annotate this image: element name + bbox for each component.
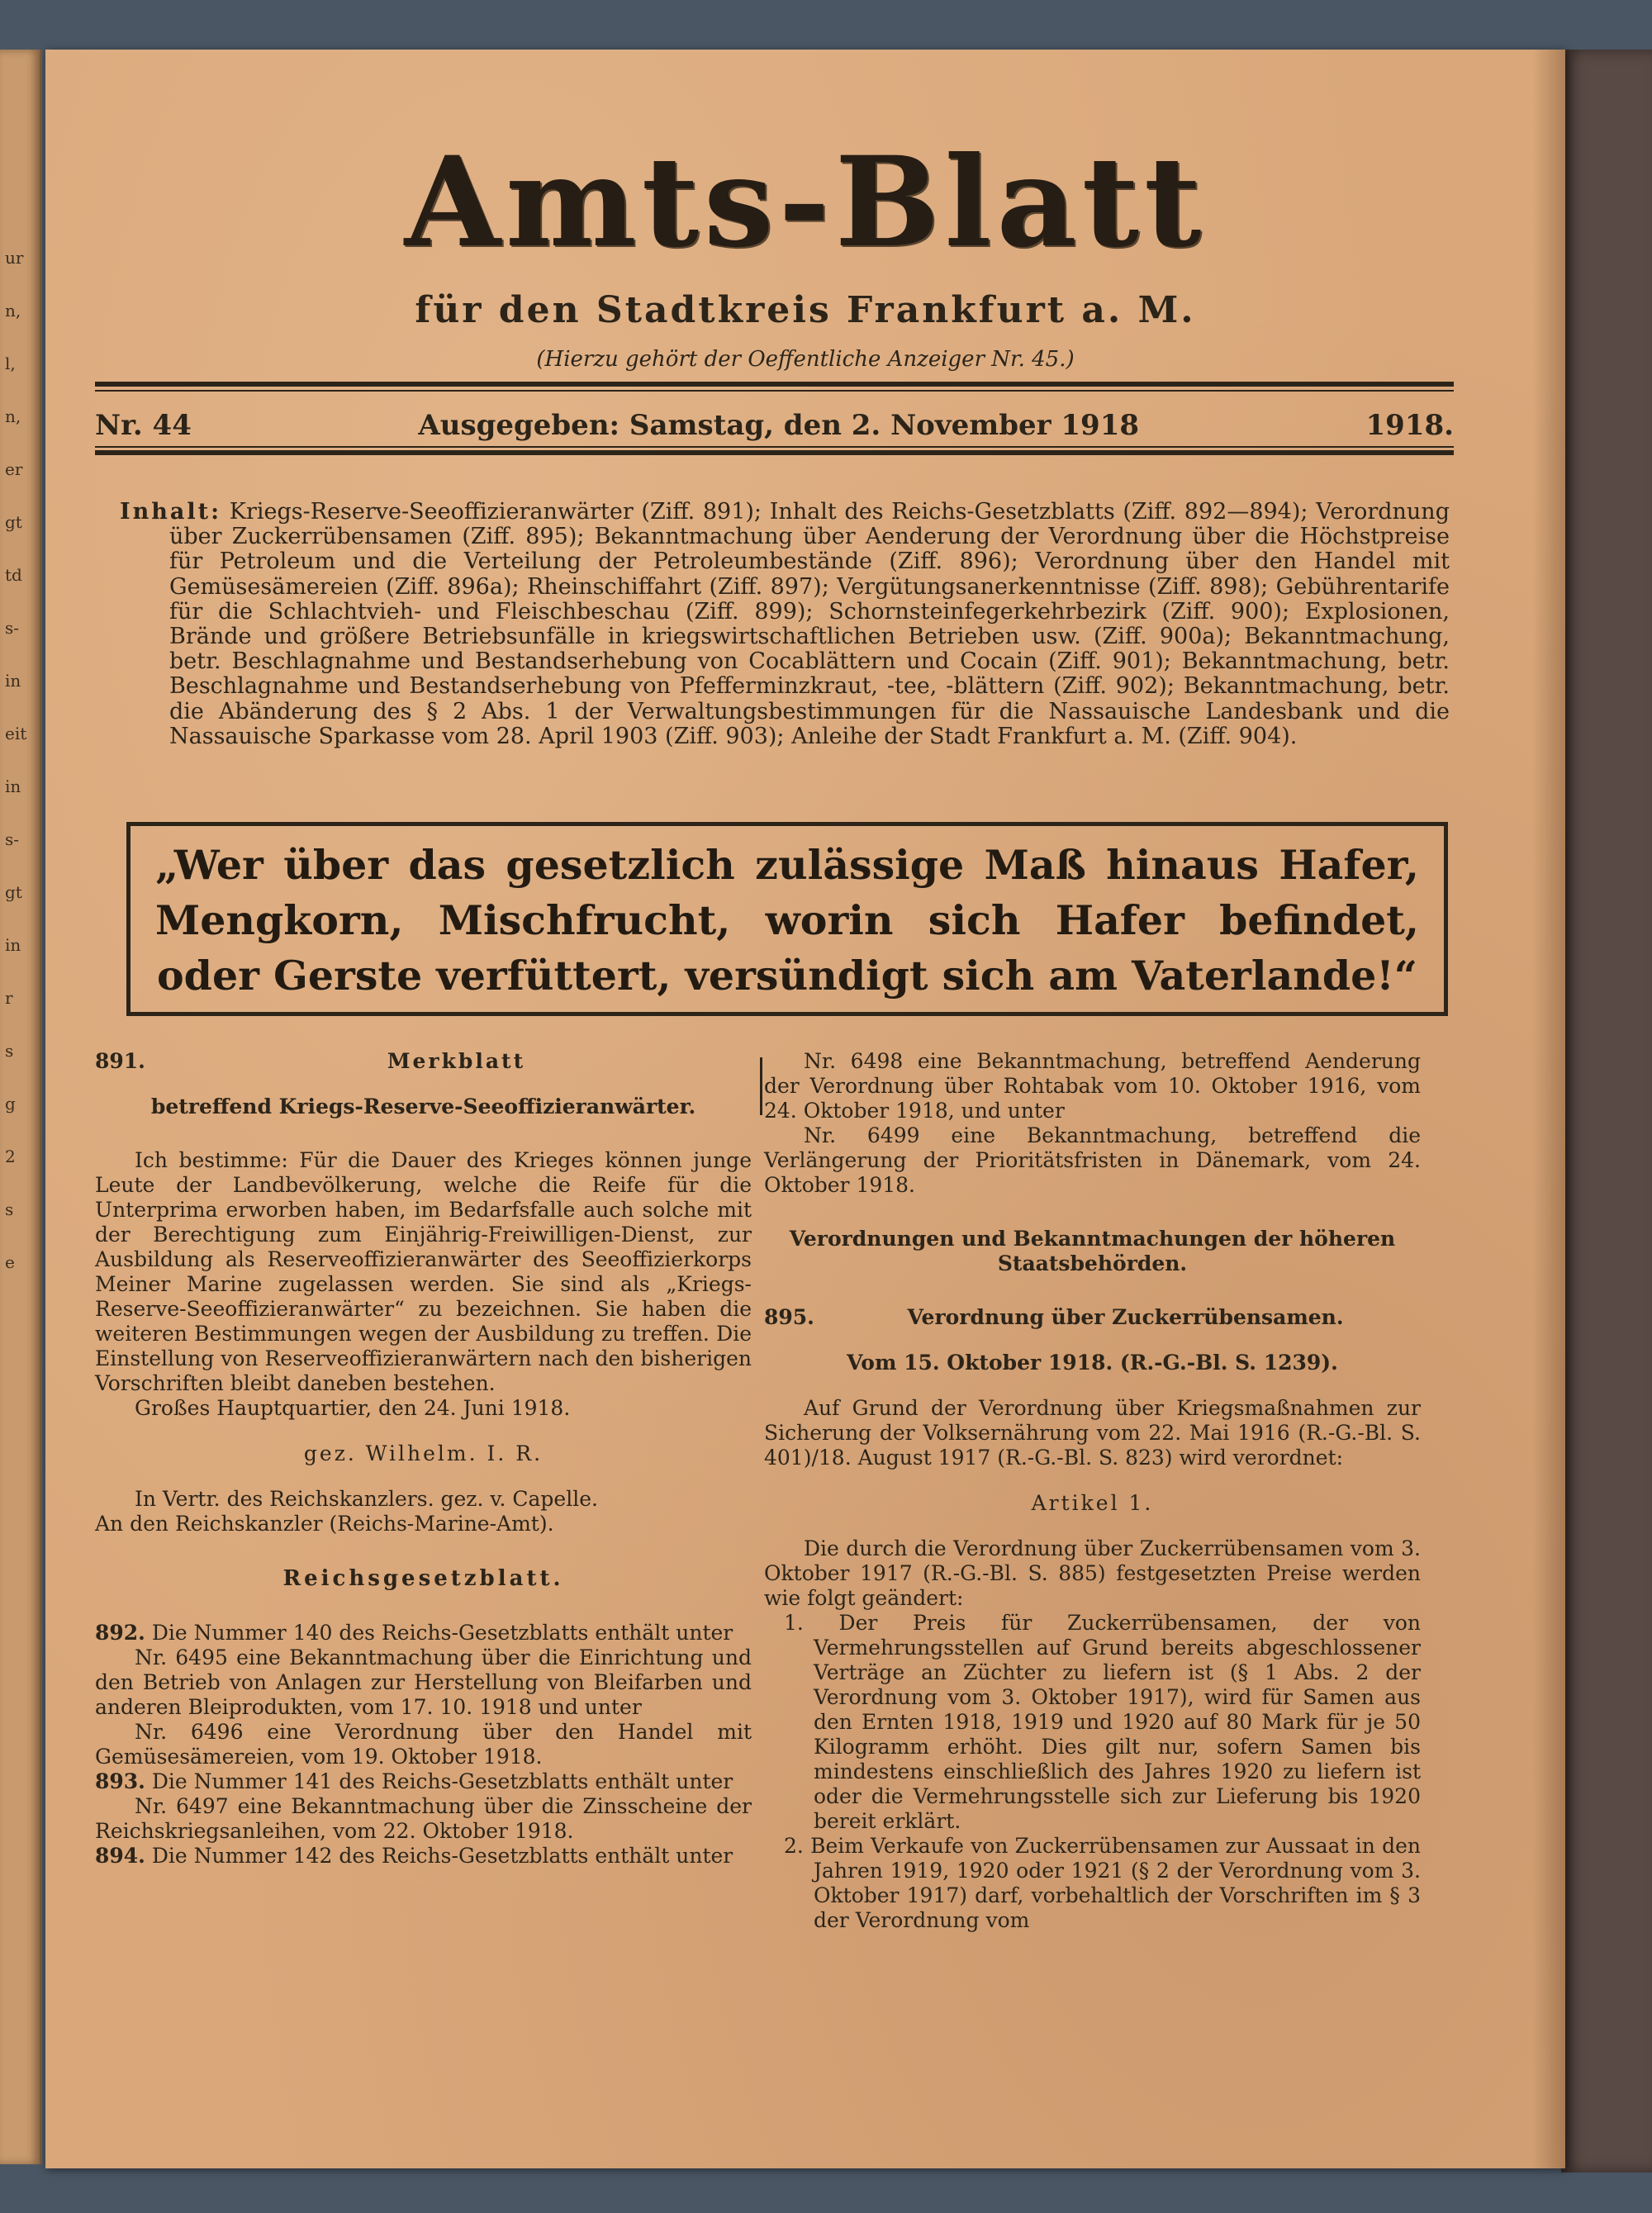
margin-fragment: n, xyxy=(5,301,21,321)
section-895-number: 895. xyxy=(764,1305,814,1329)
margin-fragment: s xyxy=(5,1199,14,1219)
section-894-number: 894. xyxy=(95,1844,145,1868)
issue-number: Nr. 44 xyxy=(95,409,192,442)
adjacent-page-edge xyxy=(0,50,42,2164)
margin-fragment: eit xyxy=(5,724,27,743)
section-891-place: Großes Hauptquartier, den 24. Juni 1918. xyxy=(135,1396,571,1420)
article-1-intro: Die durch die Verordnung über Zuckerrübensamen vom 3. Oktober 1917 (R.-G.-Bl. S. 885) festgesetzten Preise werden wie folgt geändert: xyxy=(764,1536,1421,1610)
reichsgesetzblatt-heading: Reichsgesetzblatt. xyxy=(282,1566,564,1591)
issue-date: Ausgegeben: Samstag, den 2. November 1918 xyxy=(418,409,1140,442)
right-column xyxy=(764,1049,1421,1933)
item-6498: Nr. 6498 eine Bekanntmachung, betreffend Aenderung der Verordnung über Rohtabak vom 10. Oktober 1916, vom 24. Oktober 1918, und unter xyxy=(764,1049,1421,1123)
margin-fragment: gt xyxy=(5,512,22,532)
section-893-item-6497: Nr. 6497 eine Bekanntmachung über die Zinsscheine der Reichskriegsanleihen, vom 22. Oktober 1918. xyxy=(95,1794,752,1843)
section-892-number: 892. xyxy=(95,1621,145,1645)
section-891-recipient: An den Reichskanzler (Reichs-Marine-Amt). xyxy=(95,1512,554,1536)
section-891-number: 891. xyxy=(95,1049,145,1073)
article-1-point-1: 1. Der Preis für Zuckerrübensamen, der von Vermehrungsstellen auf Grund bereits abgeschlossener Verträge an Züchter zu liefern ist (§ 1 Abs. 2 der Verordnung vom 3. Oktober 1917), wird für Samen aus den Ernten 1918, 1919 und 1920 auf 80 Mark für je 50 Kilogramm erhöht. Dies gilt nur, sofern Samen bis mindestens einschließlich des Jahres 1920 zu liefern ist oder die Vermehrungsstelle sich zur Lieferung bis 1920 bereit erklärt. xyxy=(784,1611,1421,1833)
section-895-header xyxy=(764,1305,1421,1330)
section-891-subtitle: betreffend Kriegs-Reserve-Seeoffizieranwärter. xyxy=(150,1095,696,1118)
section-891-countersignature: In Vertr. des Reichskanzlers. gez. v. Capelle. xyxy=(135,1487,598,1511)
margin-fragment: er xyxy=(5,459,23,479)
section-891-title: Merkblatt xyxy=(387,1049,526,1073)
margin-fragment: gt xyxy=(5,882,22,902)
section-895-preamble: Auf Grund der Verordnung über Kriegsmaßnahmen zur Sicherung der Volksernährung vom 22. Mai 1916 (R.-G.-Bl. S. 401)/18. August 1917 (R.-G.-Bl. S. 823) wird verordnet: xyxy=(764,1396,1421,1470)
margin-fragment: e xyxy=(5,1252,15,1272)
top-rule xyxy=(95,382,1454,387)
margin-fragment: n, xyxy=(5,406,21,426)
section-891-header xyxy=(95,1049,752,1074)
section-891-body: Ich bestimme: Für die Dauer des Krieges können junge Leute der Landbevölkerung, welche die Reife für die Unterprima erworben haben, im Bedarfsfalle auch solche mit der Berechtigung zum Einjährig-Freiwilligen-Dienst, zur Ausbildung als Reserveoffizieranwärter des Seeoffizierkorps Meiner Marine zugelassen werden. Sie sind als „Kriegs-Reserve-Seeoffizieranwärter“ zu bezeichnen. Sie haben die weiteren Bestimmungen wegen der Ausbildung zu treffen. Die Einstellung von Reserveoffizieranwärtern nach den bisherigen Vorschriften bleibt daneben bestehen. xyxy=(95,1148,752,1395)
section-895-date: Vom 15. Oktober 1918. (R.-G.-Bl. S. 1239). xyxy=(847,1351,1338,1375)
bottom-rule xyxy=(95,450,1454,455)
margin-fragment: r xyxy=(5,988,13,1008)
left-column xyxy=(95,1049,752,1869)
column-divider xyxy=(760,1057,762,1115)
margin-fragment: in xyxy=(5,935,21,955)
margin-fragment: td xyxy=(5,565,22,585)
article-1-heading: Artikel 1. xyxy=(1031,1491,1154,1515)
margin-fragment: g xyxy=(5,1094,16,1114)
slogan-box: „Wer über das gesetzlich zulässige Maß hinaus Hafer, Mengkorn, Mischfrucht, worin sich Hafer befindet, oder Gerste verfüttert, versündigt sich am Vaterlande!“ xyxy=(126,822,1448,1016)
table-of-contents xyxy=(120,500,1450,749)
issue-year: 1918. xyxy=(1365,409,1454,442)
section-892-item-6496: Nr. 6496 eine Verordnung über den Handel mit Gemüsesämereien, vom 19. Oktober 1918. xyxy=(95,1720,752,1769)
article-1-point-2: 2. Beim Verkaufe von Zuckerrübensamen zur Aussaat in den Jahren 1919, 1920 oder 1921 (§ 2 der Verordnung vom 3. Oktober 1917) darf, vorbehaltlich der Vorschriften im § 3 der Verordnung vom xyxy=(784,1834,1421,1932)
book-spine xyxy=(1561,50,1652,2173)
section-892-item-6495: Nr. 6495 eine Bekanntmachung über die Einrichtung und den Betrieb von Anlagen zur Herstellung von Bleifarben und anderen Bleiprodukten, vom 17. 10. 1918 und unter xyxy=(95,1646,752,1719)
section-893-intro: Die Nummer 141 des Reichs-Gesetzblatts enthält unter xyxy=(151,1769,733,1793)
section-895-title: Verordnung über Zuckerrübensamen. xyxy=(907,1305,1344,1329)
section-891-signature: gez. Wilhelm. I. R. xyxy=(303,1441,544,1465)
higher-authorities-heading: Verordnungen und Bekanntmachungen der höheren Staatsbehörden. xyxy=(789,1227,1396,1275)
masthead-subtitle: für den Stadtkreis Frankfurt a. M. xyxy=(415,289,1196,331)
newspaper-page xyxy=(45,50,1565,2168)
issue-line xyxy=(95,405,1454,446)
margin-fragment: s- xyxy=(5,829,20,849)
section-892-intro: Die Nummer 140 des Reichs-Gesetzblatts enthält unter xyxy=(151,1621,733,1645)
masthead-title: Amts-Blatt xyxy=(404,130,1207,275)
margin-fragment: s xyxy=(5,1041,14,1061)
item-6499: Nr. 6499 eine Bekanntmachung, betreffend die Verlängerung der Prioritätsfristen in Dänemark, vom 24. Oktober 1918. xyxy=(764,1123,1421,1197)
section-894-intro: Die Nummer 142 des Reichs-Gesetzblatts enthält unter xyxy=(151,1844,733,1868)
masthead-note: (Hierzu gehört der Oeffentliche Anzeiger Nr. 45.) xyxy=(536,347,1075,372)
margin-fragment: s- xyxy=(5,618,20,638)
bottom-rule-thin xyxy=(95,446,1454,448)
margin-fragment: ur xyxy=(5,248,24,268)
margin-fragment: in xyxy=(5,671,21,691)
margin-fragment: in xyxy=(5,776,21,796)
top-rule-thin xyxy=(95,390,1454,392)
contents-text: Kriegs-Reserve-Seeoffizieranwärter (Ziff. 891); Inhalt des Reichs-Gesetzblatts (Ziff. 892—894); Verordnung über Zuckerrübensamen (Ziff. 895); Bekanntmachung über Aenderung der Verordnung über die Höchstpreise für Petroleum und die Verteilung der Petroleumbestände (Ziff. 896); Verordnung über den Handel mit Gemüsesämereien (Ziff. 896a); Rheinschiffahrt (Ziff. 897); Vergütungsanerkenntnisse (Ziff. 898); Gebührentarife für die Schlachtvieh- und Fleischbeschau (Ziff. 899); Schornsteinfegerkehrbezirk (Ziff. 900); Explosionen, Brände und größere Betriebsunfälle in kriegswirtschaftlichen Betrieben usw. (Ziff. 900a); Bekanntmachung, betr. Beschlagnahme und Bestandserhebung von Cocablättern und Cocain (Ziff. 901); Bekanntmachung, betr. Beschlagnahme und Bestandserhebung von Pfefferminzkraut, -tee, -blättern (Ziff. 902); Bekanntmachung, betr. die Abänderung des § 2 Abs. 1 der Verwaltungsbestimmungen für die Nassauische Landesbank und die Nassauische Sparkasse vom 28. April 1903 (Ziff. 903); Anleihe der Stadt Frankfurt a. M. (Ziff. 904). xyxy=(169,499,1450,749)
section-893-number: 893. xyxy=(95,1769,145,1793)
margin-fragment: 2 xyxy=(5,1147,16,1166)
margin-fragment: l, xyxy=(5,354,16,373)
contents-label: Inhalt: xyxy=(120,499,222,525)
